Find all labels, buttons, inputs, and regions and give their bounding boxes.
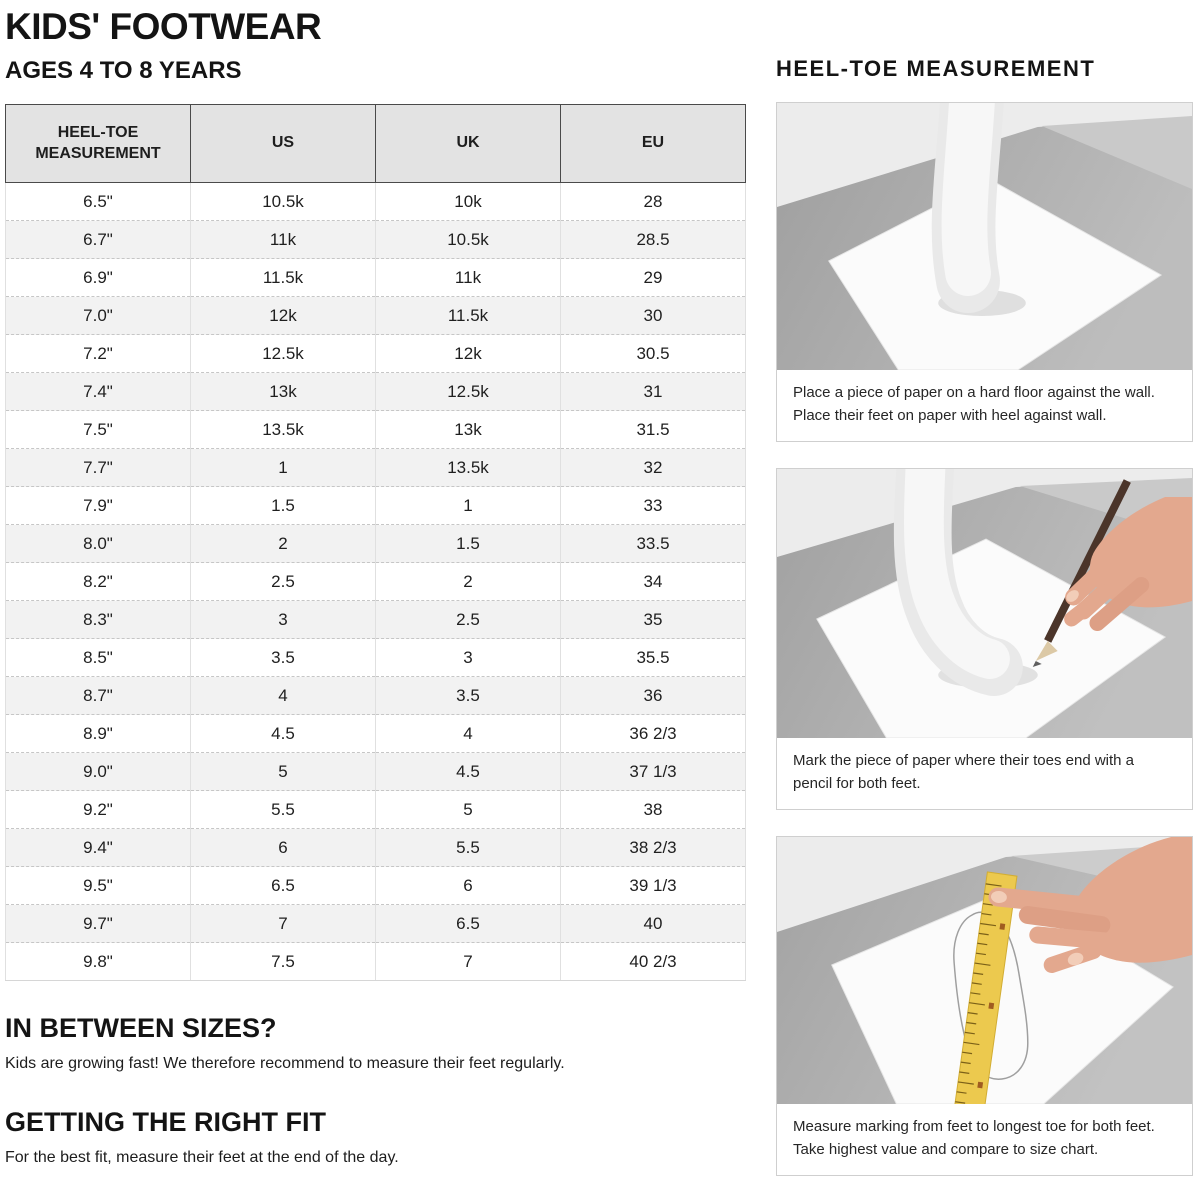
- table-cell: 3.5: [191, 639, 376, 677]
- table-cell: 31: [561, 373, 746, 411]
- col-header-eu: EU: [561, 105, 746, 183]
- table-cell: 38: [561, 791, 746, 829]
- page-title: KIDS' FOOTWEAR: [5, 6, 322, 47]
- table-cell: 6: [376, 867, 561, 905]
- table-row: [6, 677, 746, 715]
- guide-step-3-panel: [776, 836, 1193, 1176]
- table-row: [6, 943, 746, 981]
- table-row: [6, 867, 746, 905]
- table-cell: 2.5: [376, 601, 561, 639]
- left-column: [5, 0, 746, 1169]
- step-2-caption: Mark the piece of paper where their toes end with a pencil for both feet.: [793, 752, 1135, 792]
- table-cell: 2.5: [191, 563, 376, 601]
- table-row: [6, 829, 746, 867]
- table-cell: 7.5: [191, 943, 376, 981]
- table-cell: 9.0": [6, 753, 191, 791]
- table-cell: 6.5: [376, 905, 561, 943]
- table-cell: 29: [561, 259, 746, 297]
- size-table-header: [6, 105, 746, 183]
- table-cell: 11.5k: [376, 297, 561, 335]
- table-row: [6, 259, 746, 297]
- table-cell: 40 2/3: [561, 943, 746, 981]
- guide-title: HEEL-TOE MEASUREMENT: [776, 56, 1096, 81]
- table-row: [6, 601, 746, 639]
- table-cell: 8.3": [6, 601, 191, 639]
- table-row: [6, 449, 746, 487]
- note-heading-between-sizes: IN BETWEEN SIZES?: [5, 1013, 277, 1044]
- table-row: [6, 525, 746, 563]
- table-row: [6, 335, 746, 373]
- table-cell: 9.8": [6, 943, 191, 981]
- table-cell: 9.5": [6, 867, 191, 905]
- table-cell: 31.5: [561, 411, 746, 449]
- table-row: [6, 297, 746, 335]
- table-cell: 2: [376, 563, 561, 601]
- table-cell: 32: [561, 449, 746, 487]
- table-cell: 8.2": [6, 563, 191, 601]
- table-row: [6, 791, 746, 829]
- table-cell: 8.7": [6, 677, 191, 715]
- table-cell: 7: [376, 943, 561, 981]
- table-cell: 12.5k: [376, 373, 561, 411]
- table-cell: 7.0": [6, 297, 191, 335]
- table-row: [6, 411, 746, 449]
- table-cell: 12k: [376, 335, 561, 373]
- table-row: [6, 373, 746, 411]
- table-cell: 6.5: [191, 867, 376, 905]
- step-1-photo-foot-on-paper: [777, 103, 1192, 370]
- table-cell: 13.5k: [191, 411, 376, 449]
- table-cell: 8.9": [6, 715, 191, 753]
- table-cell: 12.5k: [191, 335, 376, 373]
- table-cell: 3: [191, 601, 376, 639]
- table-row: [6, 183, 746, 221]
- guide-step-2-panel: [776, 468, 1193, 810]
- table-cell: 11k: [191, 221, 376, 259]
- table-cell: 30: [561, 297, 746, 335]
- table-cell: 11k: [376, 259, 561, 297]
- table-cell: 1: [376, 487, 561, 525]
- table-cell: 5.5: [376, 829, 561, 867]
- table-cell: 38 2/3: [561, 829, 746, 867]
- note-text-right-fit: For the best fit, measure their feet at the end of the day.: [5, 1149, 399, 1167]
- col-header-us: US: [191, 105, 376, 183]
- table-cell: 10.5k: [191, 183, 376, 221]
- table-row: [6, 639, 746, 677]
- table-cell: 13k: [376, 411, 561, 449]
- size-table: [5, 104, 746, 981]
- table-cell: 8.5": [6, 639, 191, 677]
- col-header-heel-toe: HEEL-TOE MEASUREMENT: [6, 105, 191, 183]
- table-cell: 1.5: [376, 525, 561, 563]
- table-cell: 6.9": [6, 259, 191, 297]
- table-cell: 36: [561, 677, 746, 715]
- table-cell: 33.5: [561, 525, 746, 563]
- table-cell: 6.5": [6, 183, 191, 221]
- table-cell: 1.5: [191, 487, 376, 525]
- table-cell: 40: [561, 905, 746, 943]
- table-cell: 33: [561, 487, 746, 525]
- table-cell: 8.0": [6, 525, 191, 563]
- step-1-caption: Place a piece of paper on a hard floor against the wall. Place their feet on paper with heel against wall.: [793, 384, 1155, 424]
- guide-step-1-panel: [776, 102, 1193, 442]
- table-cell: 7.2": [6, 335, 191, 373]
- note-heading-right-fit: GETTING THE RIGHT FIT: [5, 1106, 326, 1137]
- table-cell: 5.5: [191, 791, 376, 829]
- table-row: [6, 905, 746, 943]
- table-cell: 28.5: [561, 221, 746, 259]
- page-subtitle: AGES 4 TO 8 YEARS: [5, 56, 242, 84]
- table-cell: 7: [191, 905, 376, 943]
- sock-foot-highlight: [964, 103, 973, 273]
- table-cell: 37 1/3: [561, 753, 746, 791]
- table-cell: 6.7": [6, 221, 191, 259]
- table-cell: 10.5k: [376, 221, 561, 259]
- step-3-caption: Measure marking from feet to longest toe for both feet. Take highest value and compare to size chart.: [793, 1118, 1155, 1158]
- step-3-photo-measure-with-ruler: [777, 837, 1192, 1104]
- table-row: [6, 487, 746, 525]
- table-cell: 4: [376, 715, 561, 753]
- table-cell: 12k: [191, 297, 376, 335]
- table-row: [6, 715, 746, 753]
- step-2-photo-mark-with-pencil: [777, 469, 1192, 738]
- measurement-guide: [776, 56, 1193, 1181]
- table-cell: 4: [191, 677, 376, 715]
- table-cell: 7.5": [6, 411, 191, 449]
- table-cell: 3: [376, 639, 561, 677]
- table-row: [6, 753, 746, 791]
- table-cell: 4.5: [376, 753, 561, 791]
- header-row: [6, 105, 746, 183]
- table-cell: 7.7": [6, 449, 191, 487]
- table-cell: 9.4": [6, 829, 191, 867]
- table-cell: 7.9": [6, 487, 191, 525]
- table-cell: 39 1/3: [561, 867, 746, 905]
- table-cell: 5: [376, 791, 561, 829]
- table-cell: 7.4": [6, 373, 191, 411]
- table-cell: 3.5: [376, 677, 561, 715]
- table-cell: 11.5k: [191, 259, 376, 297]
- table-cell: 35: [561, 601, 746, 639]
- table-cell: 36 2/3: [561, 715, 746, 753]
- table-cell: 34: [561, 563, 746, 601]
- table-cell: 30.5: [561, 335, 746, 373]
- table-cell: 28: [561, 183, 746, 221]
- table-cell: 35.5: [561, 639, 746, 677]
- table-cell: 9.7": [6, 905, 191, 943]
- table-cell: 5: [191, 753, 376, 791]
- table-cell: 2: [191, 525, 376, 563]
- size-table-body: [6, 183, 746, 981]
- table-cell: 9.2": [6, 791, 191, 829]
- table-cell: 1: [191, 449, 376, 487]
- col-header-uk: UK: [376, 105, 561, 183]
- table-row: [6, 563, 746, 601]
- table-cell: 4.5: [191, 715, 376, 753]
- table-cell: 13k: [191, 373, 376, 411]
- table-row: [6, 221, 746, 259]
- table-cell: 6: [191, 829, 376, 867]
- table-cell: 13.5k: [376, 449, 561, 487]
- table-cell: 10k: [376, 183, 561, 221]
- note-text-between-sizes: Kids are growing fast! We therefore recommend to measure their feet regularly.: [5, 1055, 565, 1073]
